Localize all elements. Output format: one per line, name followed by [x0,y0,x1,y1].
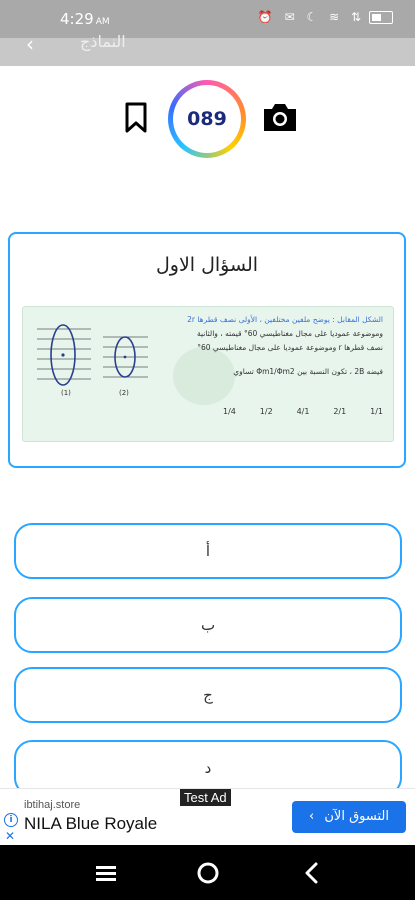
ad-domain: ibtihaj.store [24,799,81,811]
ad-cta-label: التسوق الآن [324,809,389,824]
diagram-caption-1: (1) [61,389,71,397]
image-option: 1/4 [223,407,236,416]
test-ad-tag: Test Ad [180,789,231,806]
chevron-right-icon: › [309,809,315,824]
ad-headline: NILA Blue Royale [24,814,158,833]
status-icons-glyphs: ⏰ ✉ ☾ ≋ ⇅ [257,10,365,24]
question-title: السؤال الاول [155,254,259,276]
question-counter [168,80,246,158]
status-time [60,10,110,28]
back-icon[interactable] [298,859,326,887]
question-text-line-1: الشكل المقابل : يوضح ملفين مختلفين ، الأولى نصف قطرها 2r [187,315,383,324]
camera-icon[interactable] [262,100,298,134]
home-icon[interactable] [194,859,222,887]
ad-banner[interactable] [0,788,415,845]
question-image-options [223,407,383,416]
app-title: النماذج [80,32,126,51]
diagram-caption-2: (2) [119,389,129,397]
answer-option-b[interactable]: ب [14,597,402,653]
question-text-line-4: فيضه 2B ، تكون النسبة بين Φm1/Φm2 تساوي [233,367,383,376]
image-option: 4/1 [296,407,310,416]
answer-option-a[interactable]: أ [14,523,402,579]
image-option: 1/1 [370,407,383,416]
time-text: 4:29 [60,10,94,28]
ad-cta-button[interactable] [292,801,406,833]
status-icons [258,10,393,24]
watermark-logo-icon [173,347,235,405]
question-number: 089 [187,108,227,130]
ampm-text: AM [95,17,110,27]
bookmark-icon[interactable] [124,102,148,134]
app-bar [0,32,415,66]
back-arrow-icon[interactable]: ‹ [26,32,34,56]
question-image [22,306,394,442]
image-option: 1/2 [259,407,273,416]
battery-icon [369,11,393,24]
status-bar [0,0,415,38]
ad-close-icon[interactable]: ✕ [5,829,16,843]
ad-info-icon[interactable]: i [4,813,18,827]
answer-option-c[interactable]: ج [14,667,402,723]
menu-icon[interactable] [92,859,120,887]
coil-diagram [33,317,153,397]
system-nav-bar [0,845,415,900]
question-text-line-3: نصف قطرها r وموضوعة عموديا على مجال مغناطيسي 60° [197,343,383,352]
answer-option-d[interactable]: د [14,740,402,796]
question-card [8,232,406,468]
image-option: 2/1 [333,407,347,416]
question-text-line-2: وموضوعة عموديا على مجال مغناطيسي 60° قيمته ، والثانية [197,329,383,338]
